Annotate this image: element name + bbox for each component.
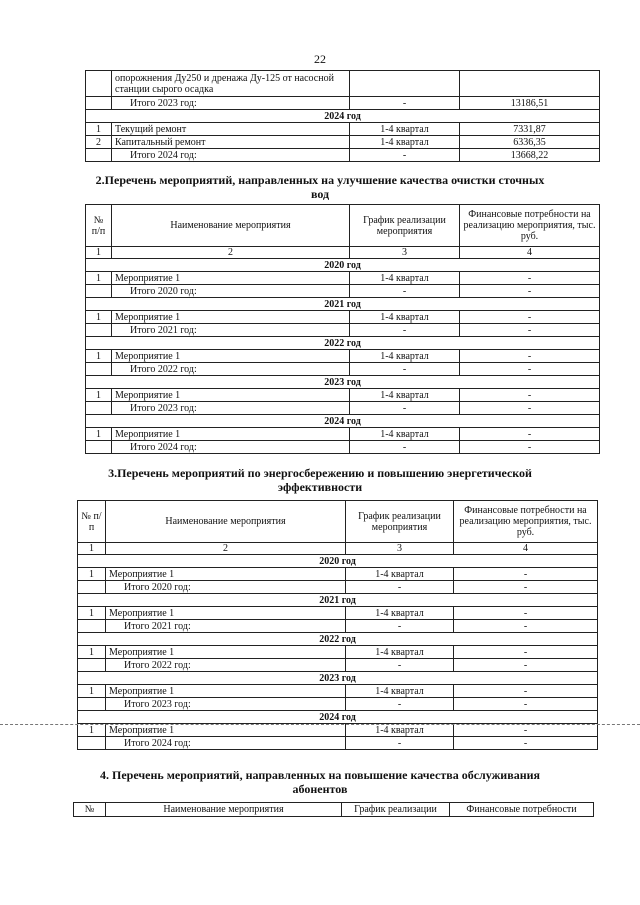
row-schedule: 1-4 квартал: [346, 607, 454, 620]
total-label: Итого 2020 год:: [112, 285, 350, 298]
year-row: [86, 337, 600, 350]
year-heading: 2022 год: [86, 337, 600, 350]
total-row: [78, 737, 598, 750]
row-finance: -: [454, 685, 598, 698]
row-schedule: 1-4 квартал: [346, 685, 454, 698]
row-finance: 13668,22: [460, 149, 600, 162]
section2-title-line2: вод: [310, 187, 330, 201]
row-name: Мероприятие 1: [106, 646, 346, 659]
year-heading: 2024 год: [78, 711, 598, 724]
col-number: 1: [86, 247, 112, 259]
row-number: [86, 324, 112, 337]
row-schedule: -: [350, 363, 460, 376]
row-finance: -: [454, 620, 598, 633]
row-number: [86, 363, 112, 376]
year-heading: 2020 год: [78, 555, 598, 568]
section3-title-line1: 3.Перечень мероприятий по энергосбережению и повышению энергетической: [108, 466, 532, 480]
row-schedule: 1-4 квартал: [346, 646, 454, 659]
section3-title-line2: эффективности: [277, 480, 363, 494]
row-number: [86, 285, 112, 298]
col-number: 4: [454, 543, 598, 555]
row-name: Мероприятие 1: [112, 389, 350, 402]
row-finance: -: [460, 389, 600, 402]
section4-title: [0, 768, 640, 796]
section2-table: [85, 204, 600, 454]
row-number: 1: [86, 311, 112, 324]
table-row: [78, 607, 598, 620]
row-number: 2: [86, 136, 112, 149]
row-number: 1: [78, 568, 106, 581]
row-finance: -: [454, 607, 598, 620]
row-number: [86, 71, 112, 97]
section2-title-line1: 2.Перечень мероприятий, направленных на улучшение качества очистки сточных: [95, 173, 545, 187]
row-schedule: -: [350, 149, 460, 162]
year-heading: 2024 год: [86, 415, 600, 428]
year-row: [78, 711, 598, 724]
year-row: [86, 110, 600, 123]
row-number: [86, 149, 112, 162]
row-number: 1: [78, 646, 106, 659]
row-finance: -: [460, 441, 600, 454]
row-finance: -: [454, 724, 598, 737]
year-heading: 2021 год: [78, 594, 598, 607]
col-number: 1: [78, 543, 106, 555]
year-row: [86, 415, 600, 428]
total-label: Итого 2022 год:: [112, 363, 350, 376]
total-row: [78, 581, 598, 594]
total-row: [78, 659, 598, 672]
row-number: 1: [78, 685, 106, 698]
header-name: Наименование мероприятия: [106, 501, 346, 543]
table-row: [86, 272, 600, 285]
row-finance: -: [454, 581, 598, 594]
row-number: [78, 659, 106, 672]
top-continuation-table: [85, 70, 600, 162]
row-schedule: -: [350, 441, 460, 454]
year-row: [86, 259, 600, 272]
row-schedule: -: [346, 659, 454, 672]
row-finance: -: [460, 350, 600, 363]
year-row: [86, 376, 600, 389]
row-finance: -: [460, 272, 600, 285]
row-schedule: -: [346, 737, 454, 750]
row-schedule: -: [350, 324, 460, 337]
row-finance: -: [460, 285, 600, 298]
table-row: [78, 568, 598, 581]
total-row: [78, 620, 598, 633]
section3-title: [0, 466, 640, 494]
table-row: [78, 646, 598, 659]
year-heading: 2024 год: [86, 110, 600, 123]
row-schedule: 1-4 квартал: [350, 123, 460, 136]
year-row: [78, 594, 598, 607]
row-number: 1: [78, 724, 106, 737]
section4-table: [73, 802, 594, 817]
total-row: [78, 698, 598, 711]
row-name: Мероприятие 1: [112, 350, 350, 363]
row-name: Мероприятие 1: [112, 272, 350, 285]
top-table-body: [86, 71, 600, 162]
row-schedule: 1-4 квартал: [346, 724, 454, 737]
section2-title: [0, 173, 640, 201]
year-row: [78, 555, 598, 568]
total-label: Итого 2023 год:: [112, 402, 350, 415]
col-number: 3: [350, 247, 460, 259]
table-row: [86, 123, 600, 136]
total-label: Итого 2023 год:: [106, 698, 346, 711]
header-finance: Финансовые потребности на реализацию мероприятия, тыс. руб.: [460, 205, 600, 247]
total-row: [86, 285, 600, 298]
total-row: [86, 363, 600, 376]
table-row: [86, 311, 600, 324]
table-row: [86, 71, 600, 97]
row-schedule: -: [346, 581, 454, 594]
total-label: Итого 2020 год:: [106, 581, 346, 594]
row-number: [78, 620, 106, 633]
row-schedule: 1-4 квартал: [346, 568, 454, 581]
total-label: Итого 2022 год:: [106, 659, 346, 672]
row-number: 1: [86, 272, 112, 285]
total-label: Итого 2024 год:: [112, 149, 350, 162]
header-schedule: График реализации мероприятия: [346, 501, 454, 543]
row-number: [86, 97, 112, 110]
year-row: [86, 298, 600, 311]
section4-title-line1: 4. Перечень мероприятий, направленных на повышение качества обслуживания: [99, 768, 541, 782]
table-row: [86, 350, 600, 363]
total-row: [86, 97, 600, 110]
total-label: Итого 2021 год:: [106, 620, 346, 633]
total-label: Итого 2024 год:: [112, 441, 350, 454]
header-finance: Финансовые потребности: [450, 803, 594, 817]
col-number: 2: [112, 247, 350, 259]
row-finance: -: [454, 659, 598, 672]
row-number: 1: [86, 428, 112, 441]
row-schedule: -: [350, 97, 460, 110]
header-schedule: График реализации: [342, 803, 450, 817]
year-heading: 2020 год: [86, 259, 600, 272]
row-finance: -: [460, 324, 600, 337]
row-name: Мероприятие 1: [106, 568, 346, 581]
header-finance: Финансовые потребности на реализацию мероприятия, тыс. руб.: [454, 501, 598, 543]
header-name: Наименование мероприятия: [112, 205, 350, 247]
header-num: № п/п: [86, 205, 112, 247]
row-number: 1: [78, 607, 106, 620]
row-number: [86, 402, 112, 415]
row-finance: 13186,51: [460, 97, 600, 110]
total-label: Итого 2023 год:: [112, 97, 350, 110]
row-schedule: -: [346, 620, 454, 633]
col-number: 4: [460, 247, 600, 259]
year-heading: 2021 год: [86, 298, 600, 311]
row-name: Мероприятие 1: [106, 685, 346, 698]
year-heading: 2023 год: [86, 376, 600, 389]
row-number: [78, 698, 106, 711]
row-name: Мероприятие 1: [106, 724, 346, 737]
row-finance: -: [460, 311, 600, 324]
row-finance: 6336,35: [460, 136, 600, 149]
row-name: опорожнения Ду250 и дренажа Ду-125 от насосной станции сырого осадка: [112, 71, 350, 97]
row-schedule: 1-4 квартал: [350, 350, 460, 363]
row-schedule: 1-4 квартал: [350, 311, 460, 324]
row-schedule: 1-4 квартал: [350, 136, 460, 149]
table-row: [86, 389, 600, 402]
row-number: [78, 581, 106, 594]
section3-table: [77, 500, 598, 750]
row-finance: -: [460, 428, 600, 441]
row-number: 1: [86, 389, 112, 402]
table-row: [78, 685, 598, 698]
year-heading: 2023 год: [78, 672, 598, 685]
header-num: № п/п: [78, 501, 106, 543]
row-finance: -: [460, 363, 600, 376]
row-finance: 7331,87: [460, 123, 600, 136]
row-name: Мероприятие 1: [106, 607, 346, 620]
row-name: Капитальный ремонт: [112, 136, 350, 149]
table-row: [86, 428, 600, 441]
row-number: 1: [86, 350, 112, 363]
total-row: [86, 149, 600, 162]
row-schedule: 1-4 квартал: [350, 272, 460, 285]
total-row: [86, 441, 600, 454]
row-finance: -: [454, 646, 598, 659]
row-number: 1: [86, 123, 112, 136]
row-name: Текущий ремонт: [112, 123, 350, 136]
page-number: 22: [314, 52, 326, 66]
total-row: [86, 324, 600, 337]
total-row: [86, 402, 600, 415]
row-name: Мероприятие 1: [112, 428, 350, 441]
header-schedule: График реализации мероприятия: [350, 205, 460, 247]
header-num: №: [74, 803, 106, 817]
row-name: Мероприятие 1: [112, 311, 350, 324]
row-finance: [460, 71, 600, 97]
total-label: Итого 2024 год:: [106, 737, 346, 750]
row-schedule: [350, 71, 460, 97]
row-number: [78, 737, 106, 750]
col-number: 2: [106, 543, 346, 555]
row-schedule: -: [350, 285, 460, 298]
row-schedule: 1-4 квартал: [350, 428, 460, 441]
row-schedule: 1-4 квартал: [350, 389, 460, 402]
scan-dashed-line: [0, 724, 640, 725]
row-finance: -: [454, 698, 598, 711]
total-label: Итого 2021 год:: [112, 324, 350, 337]
section3-table-body: [78, 501, 598, 750]
table-row: [78, 724, 598, 737]
year-heading: 2022 год: [78, 633, 598, 646]
table-row: [86, 136, 600, 149]
section2-table-body: [86, 205, 600, 454]
row-finance: -: [460, 402, 600, 415]
col-number: 3: [346, 543, 454, 555]
row-number: [86, 441, 112, 454]
row-schedule: -: [350, 402, 460, 415]
section4-title-line2: абонентов: [292, 782, 348, 796]
year-row: [78, 672, 598, 685]
row-finance: -: [454, 737, 598, 750]
row-schedule: -: [346, 698, 454, 711]
row-finance: -: [454, 568, 598, 581]
year-row: [78, 633, 598, 646]
header-name: Наименование мероприятия: [106, 803, 342, 817]
